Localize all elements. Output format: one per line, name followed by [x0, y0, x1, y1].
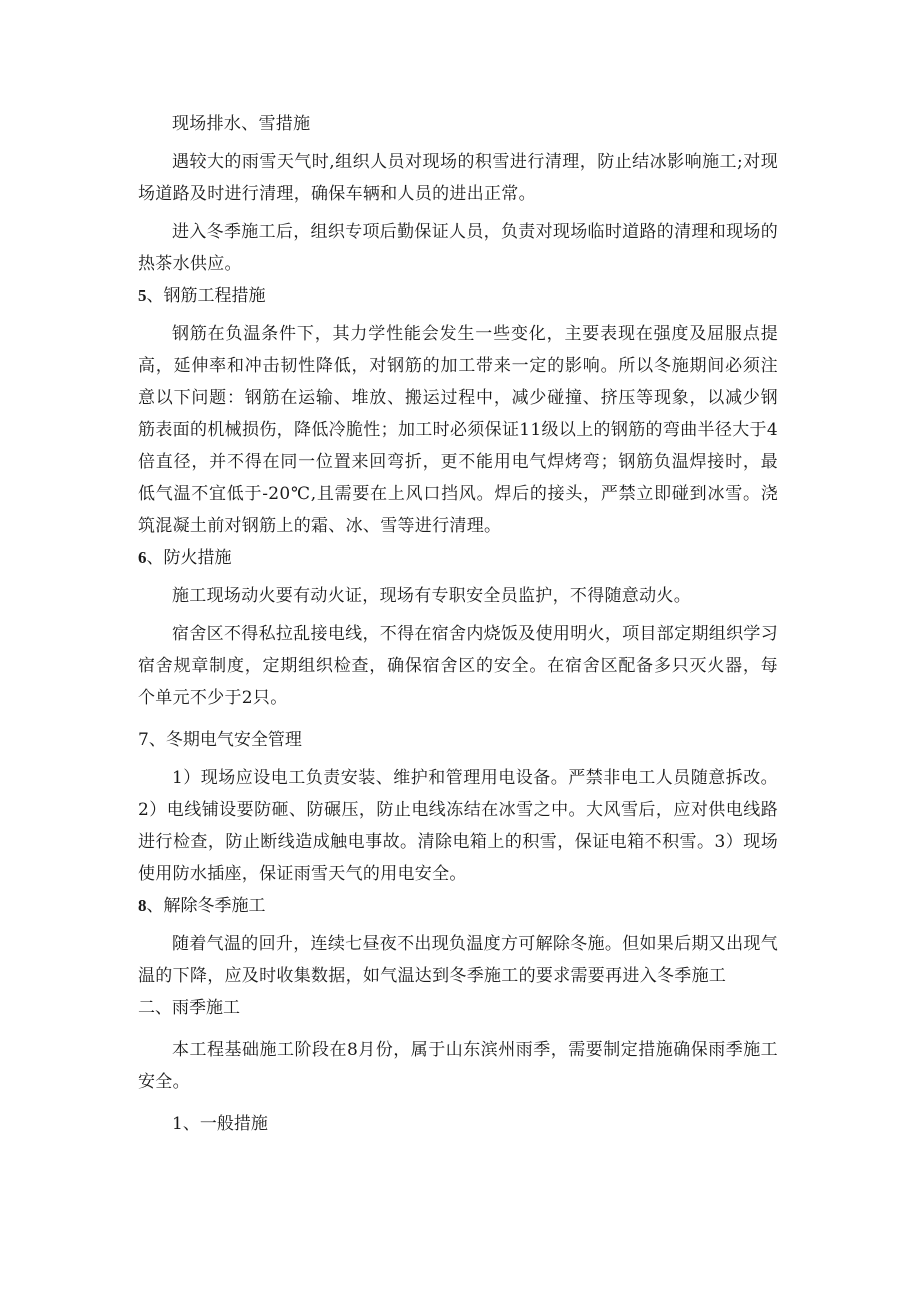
heading-rainy-season: 二、雨季施工: [138, 998, 240, 1018]
document-page: [138, 108, 778, 1140]
paragraph-drainage-title: 现场排水、雪措施: [172, 114, 311, 134]
paragraph-dormitory: 宿舍区不得私拉乱接电线，不得在宿舍内烧饭及使用明火，项目部定期组织学习宿舍规章制度，定期组织检查，确保宿舍区的安全。在宿舍区配备多只灭火器，每个单元不少于2只。: [138, 624, 778, 708]
paragraph-electrical: 1）现场应设电工负责安装、维护和管理用电设备。严禁非电工人员随意拆改。2）电线铺设要防砸、防碾压，防止电线冻结在冰雪之中。大风雪后，应对供电线路进行检查，防止断线造成触电事故。清除电箱上的积雪，保证电箱不积雪。3）现场使用防水插座，保证雨雪天气的用电安全。: [138, 768, 778, 884]
heading-end-winter-number: 8: [138, 896, 147, 915]
heading-rebar: [138, 280, 778, 312]
heading-end-winter: [138, 890, 778, 922]
heading-rebar-number: 5: [138, 286, 147, 305]
heading-electrical: 7、冬期电气安全管理: [138, 730, 302, 750]
paragraph-rain-snow: 遇较大的雨雪天气时,组织人员对现场的积雪进行清理，防止结冰影响施工;对现场道路及时进行清理，确保车辆和人员的进出正常。: [138, 152, 778, 204]
paragraph-logistics: 进入冬季施工后，组织专项后勤保证人员，负责对现场临时道路的清理和现场的热茶水供应。: [138, 222, 778, 274]
heading-fire-number: 6: [138, 548, 147, 567]
paragraph-rainy-season: 本工程基础施工阶段在8月份，属于山东滨州雨季，需要制定措施确保雨季施工安全。: [138, 1040, 778, 1092]
heading-fire: [138, 542, 778, 574]
heading-fire-text: 、防火措施: [146, 548, 232, 568]
paragraph-rebar: 钢筋在负温条件下，其力学性能会发生一些变化，主要表现在强度及屈服点提高，延伸率和冲击韧性降低，对钢筋的加工带来一定的影响。所以冬施期间必须注意以下问题：钢筋在运输、堆放、搬运过程中，减少碰撞、挤压等现象，以减少钢筋表面的机械损伤，降低冷脆性；加工时必须保证11级以上的钢筋的弯曲半径大于4倍直径，并不得在同一位置来回弯折，更不能用电气焊烤弯；钢筋负温焊接时，最低气温不宜低于-20℃,且需要在上风口挡风。焊后的接头，严禁立即碰到冰雪。浇筑混凝土前对钢筋上的霜、冰、雪等进行清理。: [138, 324, 778, 536]
paragraph-hot-work: 施工现场动火要有动火证，现场有专职安全员监护，不得随意动火。: [172, 586, 691, 606]
heading-general-measures: 1、一般措施: [172, 1114, 268, 1134]
heading-rebar-text: 、钢筋工程措施: [146, 286, 266, 306]
paragraph-end-winter: 随着气温的回升，连续七昼夜不出现负温度方可解除冬施。但如果后期又出现气温的下降，应及时收集数据，如气温达到冬季施工的要求需要再进入冬季施工: [138, 934, 778, 986]
heading-end-winter-text: 、解除冬季施工: [146, 896, 266, 916]
